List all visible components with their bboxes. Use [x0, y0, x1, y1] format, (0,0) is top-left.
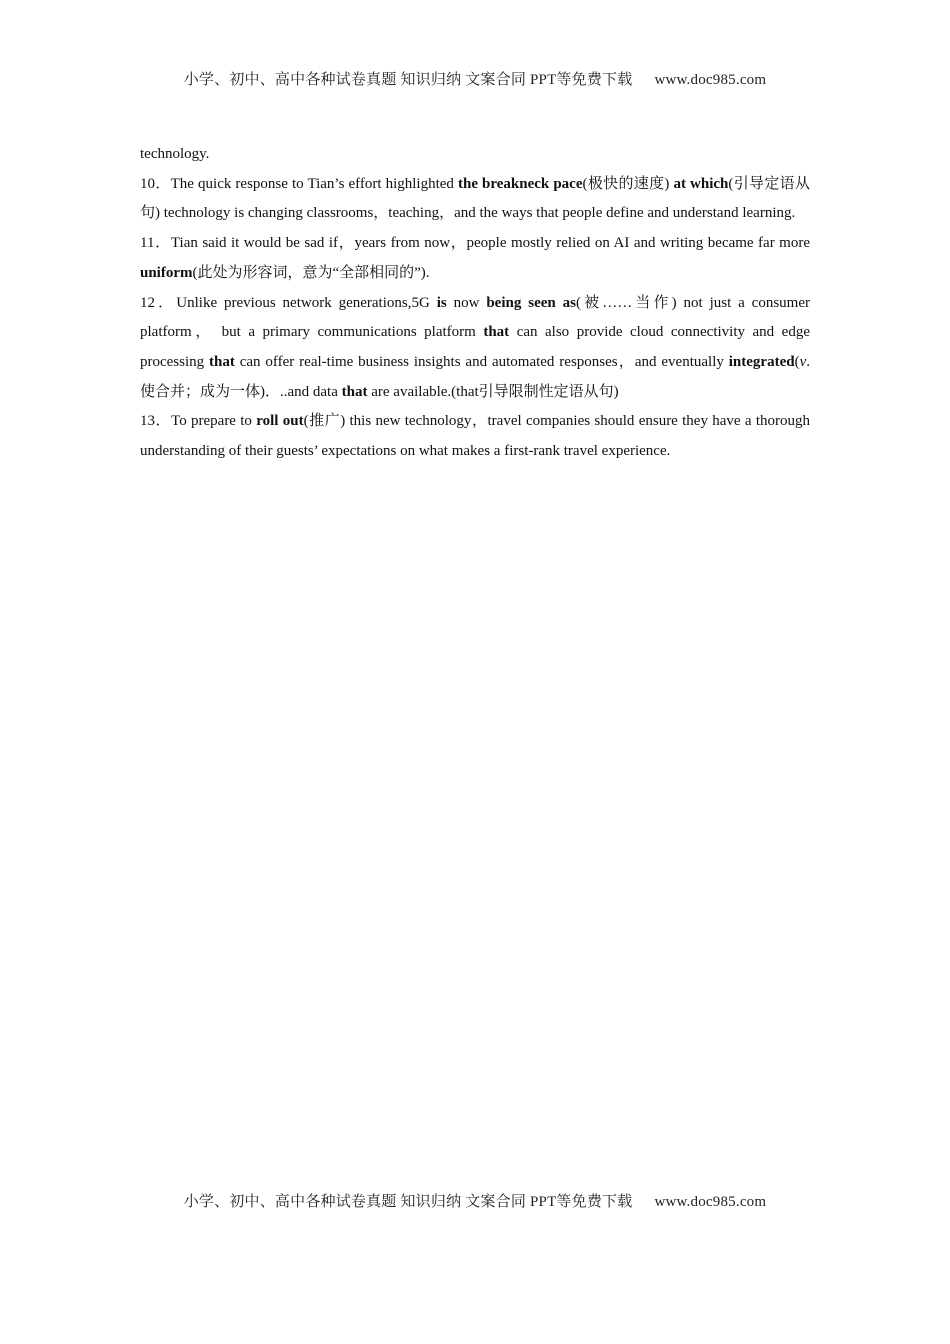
item-number: 13． — [140, 413, 172, 430]
item-text: Unlike previous network generations,5G — [176, 294, 437, 311]
item-text: Tian said it would be sad if，years from now，people mostly relied on AI and writing became far more — [170, 235, 810, 252]
key-phrase: uniform — [140, 264, 193, 281]
note: (此处为形容词，意为“全部相同的”). — [192, 264, 430, 281]
key-phrase: roll out — [256, 413, 304, 430]
item-text: (推广) this new technology，travel companies should ensure they have a thorough understanding of their guests’ expectations on what makes a first-rank travel experience. — [140, 413, 810, 460]
item-text: To prepare to — [171, 413, 257, 430]
item-10 — [140, 170, 810, 229]
item-number: 11． — [140, 235, 171, 252]
item-13 — [140, 407, 810, 466]
key-phrase: that — [341, 383, 368, 400]
key-phrase: is — [436, 294, 447, 311]
note: ( — [794, 353, 800, 370]
key-phrase: that — [483, 324, 510, 341]
item-12 — [140, 289, 810, 408]
item-text: now — [446, 294, 487, 311]
item-number: 10． — [140, 175, 171, 192]
item-text: The quick response to Tian’s effort highlighted — [170, 175, 458, 192]
page-header — [0, 68, 950, 89]
key-phrase: at which — [673, 175, 729, 192]
header-site-link[interactable]: www.doc985.com — [654, 72, 767, 88]
document-body — [140, 140, 810, 467]
item-text: can also provide cloud connectivity and edge processing — [140, 324, 810, 370]
key-phrase: the breakneck pace — [457, 175, 583, 192]
part-of-speech: v — [799, 353, 807, 370]
note: (极快的速度) — [582, 175, 674, 192]
item-text: (被……当作) not just a consumer platform， but a primary communications platform — [140, 294, 810, 341]
paragraph-continued: technology. — [140, 146, 210, 162]
item-11 — [140, 229, 810, 288]
item-number: 12． — [140, 294, 177, 311]
key-phrase: that — [209, 353, 235, 370]
page-footer — [0, 1190, 950, 1211]
item-text: are available.(that引导限制性定语从句) — [367, 383, 619, 400]
footer-site-link[interactable]: www.doc985.com — [654, 1194, 767, 1210]
header-text: 小学、初中、高中各种试卷真题 知识归纳 文案合同 PPT等免费下载 — [183, 72, 633, 88]
item-text: (引导定语从句) technology is changing classrooms，teaching，and the ways that people define and understand learning. — [140, 175, 810, 222]
item-text: can offer real-time business insights and automated responses，and eventually — [234, 353, 729, 370]
footer-text: 小学、初中、高中各种试卷真题 知识归纳 文案合同 PPT等免费下载 — [183, 1194, 633, 1210]
key-phrase: integrated — [728, 353, 795, 370]
key-phrase: being seen as — [486, 294, 576, 311]
note: .使合并；成为一体)．..and data — [140, 353, 810, 400]
